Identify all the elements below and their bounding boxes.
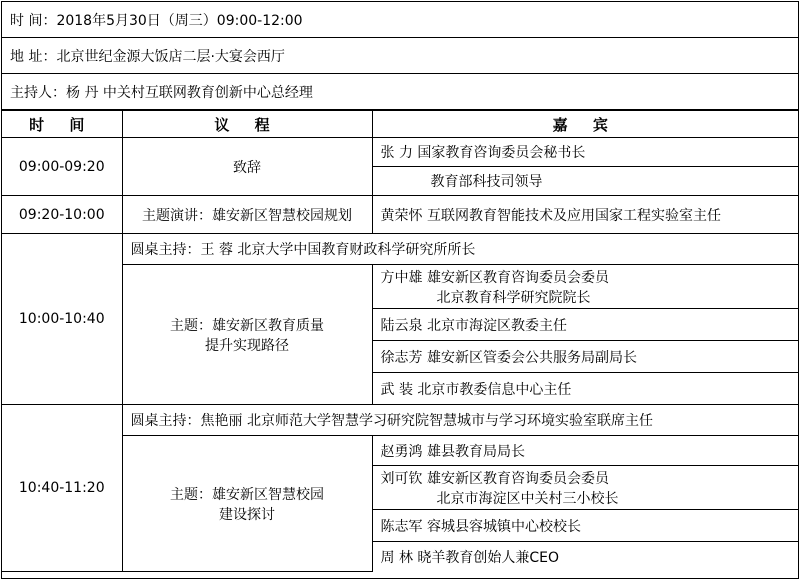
session-agenda: 主题演讲：雄安新区智慧校园规划: [122, 196, 372, 234]
topic-line: 提升实现路径: [205, 337, 289, 354]
agenda-table: [2, 110, 798, 572]
guest: 张 力 国家教育咨询委员会秘书长: [372, 138, 798, 167]
table-row: [2, 436, 798, 466]
session-time: 09:20-10:00: [2, 196, 122, 234]
guest: 赵勇鸿 雄县教育局局长: [372, 436, 798, 466]
table-row: [2, 265, 798, 309]
time-line: [2, 2, 798, 38]
table-row: [2, 138, 798, 167]
header-time: 时 间: [2, 111, 122, 138]
guest-line: 北京市海淀区中关村三小校长: [436, 490, 619, 507]
host-line: [2, 74, 798, 110]
session-topic: [122, 265, 372, 405]
session-topic: [122, 436, 372, 572]
session-agenda: 致辞: [122, 138, 372, 196]
guest: 武 装 北京市教委信息中心主任: [372, 373, 798, 405]
guest-line: 北京教育科学研究院院长: [436, 289, 591, 306]
session-time: 10:40-11:20: [2, 405, 122, 572]
table-row: [2, 234, 798, 265]
header-guests: 嘉 宾: [372, 111, 798, 138]
roundtable-host: 圆桌主持：王 蓉 北京大学中国教育财政科学研究所所长: [122, 234, 798, 265]
guest: [372, 466, 798, 510]
place-line: [2, 38, 798, 74]
guest: 徐志芳 雄安新区管委会公共服务局副局长: [372, 341, 798, 373]
guest: 教育部科技司领导: [372, 167, 798, 196]
table-row: [2, 196, 798, 234]
guest: 周 林 晓羊教育创始人兼CEO: [372, 542, 798, 572]
time-text: 时 间：2018年5月30日（周三）09:00-12:00: [10, 12, 303, 29]
roundtable-host: 圆桌主持：焦艳丽 北京师范大学智慧学习研究院智慧城市与学习环境实验室联席主任: [122, 405, 798, 436]
topic-line: 主题：雄安新区教育质量: [170, 317, 324, 334]
guest: 陈志军 容城县容城镇中心校校长: [372, 510, 798, 542]
table-row: [2, 405, 798, 436]
table-header-row: [2, 111, 798, 138]
header-agenda: 议 程: [122, 111, 372, 138]
topic-line: 建设探讨: [219, 506, 275, 523]
guest-line: 方中雄 雄安新区教育咨询委员会委员: [380, 269, 609, 286]
guest: 黄荣怀 互联网教育智能技术及应用国家工程实验室主任: [372, 196, 798, 234]
session-time: 09:00-09:20: [2, 138, 122, 196]
agenda-document: [1, 1, 799, 579]
session-time: 10:00-10:40: [2, 234, 122, 405]
guest-line: 刘可钦 雄安新区教育咨询委员会委员: [380, 470, 609, 487]
host-text: 主持人：杨 丹 中关村互联网教育创新中心总经理: [10, 84, 313, 101]
topic-line: 主题：雄安新区智慧校园: [170, 486, 324, 503]
place-text: 地 址：北京世纪金源大饭店二层·大宴会西厅: [10, 48, 285, 65]
guest: [372, 265, 798, 309]
guest: 陆云泉 北京市海淀区教委主任: [372, 309, 798, 341]
